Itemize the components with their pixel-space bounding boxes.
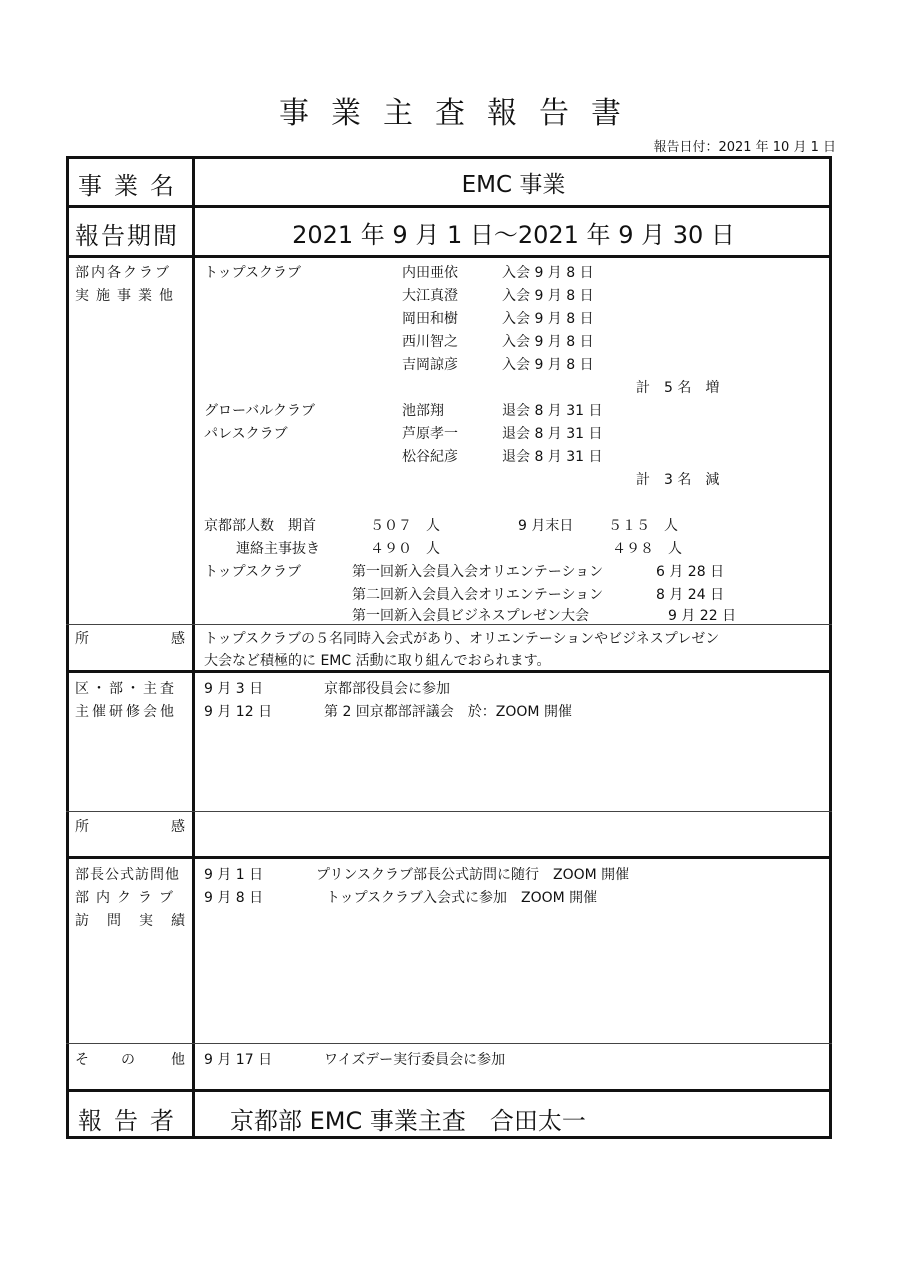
impression-label-1: 所 <box>75 819 89 835</box>
impression-text-line1: トップスクラブの５名同時入会式があり、オリエンテーションやビジネスプレゼン <box>204 631 720 647</box>
label-column-divider <box>192 156 195 1139</box>
count-start-value: ５０７ 人 <box>370 518 440 534</box>
count-excl-start: ４９０ 人 <box>370 541 440 557</box>
event-name: 第一回新入会員ビジネスプレゼン大会 <box>352 608 590 624</box>
member-name: 大江真澄 <box>402 288 458 304</box>
other-date: 9 月 17 日 <box>204 1052 273 1068</box>
section1-label-line1: 部内各クラブ <box>75 265 171 281</box>
event-name: 第一回新入会員入会オリエンテーション <box>352 564 604 580</box>
impression-label-1: 所 <box>75 631 89 647</box>
other-label-1: そ <box>75 1052 89 1068</box>
row-divider <box>66 255 832 258</box>
member-name: 吉岡諒彦 <box>402 357 458 373</box>
row-divider <box>66 205 832 208</box>
event-date: 6 月 28 日 <box>656 564 725 580</box>
member-name: 芦原孝一 <box>402 426 458 442</box>
period-label: 報告期間 <box>75 222 179 250</box>
count-end-value: ５１５ 人 <box>608 518 678 534</box>
member-status: 退会 8 月 31 日 <box>502 426 603 442</box>
business-name-value: EMC 事業 <box>461 172 566 198</box>
row-divider <box>66 1043 832 1044</box>
section3-label-line1: 部長公式訪問他 <box>75 867 180 883</box>
impression-label-2: 感 <box>171 631 185 647</box>
section3-label-line2: 部内クラブ <box>75 890 180 906</box>
count-end-label: 9 月末日 <box>518 518 574 534</box>
visit-text: トップスクラブ入会式に参加 ZOOM 開催 <box>326 890 598 906</box>
visit-date: 9 月 8 日 <box>204 890 264 906</box>
event-date: 9 月 22 日 <box>668 608 737 624</box>
other-text: ワイズデー実行委員会に参加 <box>324 1052 506 1068</box>
club-palace: パレスクラブ <box>204 426 288 442</box>
section3-label-line3: 訪問実績 <box>75 913 203 929</box>
member-status: 入会 9 月 8 日 <box>502 357 594 373</box>
activity-date: 9 月 3 日 <box>204 681 264 697</box>
visit-text: プリンスクラブ部長公式訪問に随行 ZOOM 開催 <box>316 867 630 883</box>
member-status: 入会 9 月 8 日 <box>502 334 594 350</box>
impression-text-line2: 大会など積極的に EMC 活動に取り組んでおられます。 <box>204 653 551 669</box>
club-tops: トップスクラブ <box>204 265 302 281</box>
row-divider <box>66 811 832 812</box>
section1-label-line2: 実施事業他 <box>75 288 180 304</box>
other-label-2: の <box>121 1052 135 1068</box>
report-date: 報告日付：2021 年 10 月 1 日 <box>653 140 836 155</box>
events-club: トップスクラブ <box>204 564 302 580</box>
other-label <box>75 1049 185 1069</box>
member-name: 松谷紀彦 <box>402 449 458 465</box>
row-divider <box>66 670 832 673</box>
member-name: 西川智之 <box>402 334 458 350</box>
impression-label-2 <box>75 816 185 836</box>
member-name: 内田亜依 <box>402 265 458 281</box>
business-name-label: 事業名 <box>78 172 186 200</box>
member-status: 退会 8 月 31 日 <box>502 449 603 465</box>
total-increase: 計 5 名 増 <box>636 380 720 396</box>
activity-text: 第 2 回京都部評議会 於：ZOOM 開催 <box>324 704 572 720</box>
member-status: 入会 9 月 8 日 <box>502 311 594 327</box>
member-name: 岡田和樹 <box>402 311 458 327</box>
member-status: 入会 9 月 8 日 <box>502 265 594 281</box>
document-title: 事業主査報告書 <box>279 96 643 131</box>
visit-date: 9 月 1 日 <box>204 867 264 883</box>
period-value: 2021 年 9 月 1 日～2021 年 9 月 30 日 <box>292 221 735 249</box>
club-global: グローバルクラブ <box>204 403 316 419</box>
member-status: 入会 9 月 8 日 <box>502 288 594 304</box>
event-name: 第二回新入会員入会オリエンテーション <box>352 587 604 603</box>
section2-label-line1: 区・部・主査 <box>75 681 177 697</box>
total-decrease: 計 3 名 減 <box>636 472 720 488</box>
row-divider <box>66 1089 832 1092</box>
impression-label <box>75 628 185 648</box>
other-label-3: 他 <box>171 1052 185 1068</box>
member-name: 池部翔 <box>402 403 444 419</box>
section2-label-line2: 主催研修会他 <box>75 704 177 720</box>
member-status: 退会 8 月 31 日 <box>502 403 603 419</box>
activity-text: 京都部役員会に参加 <box>324 681 450 697</box>
impression-label-2: 感 <box>171 819 185 835</box>
event-date: 8 月 24 日 <box>656 587 725 603</box>
activity-date: 9 月 12 日 <box>204 704 273 720</box>
reporter-name: 京都部 EMC 事業主査 合田太一 <box>230 1107 586 1135</box>
reporter-label: 報告者 <box>78 1107 186 1135</box>
count-start-label: 京都部人数 期首 <box>204 518 316 534</box>
count-excl-label: 連絡主事抜き <box>236 541 320 557</box>
row-divider <box>66 856 832 859</box>
count-excl-end: ４９８ 人 <box>612 541 682 557</box>
